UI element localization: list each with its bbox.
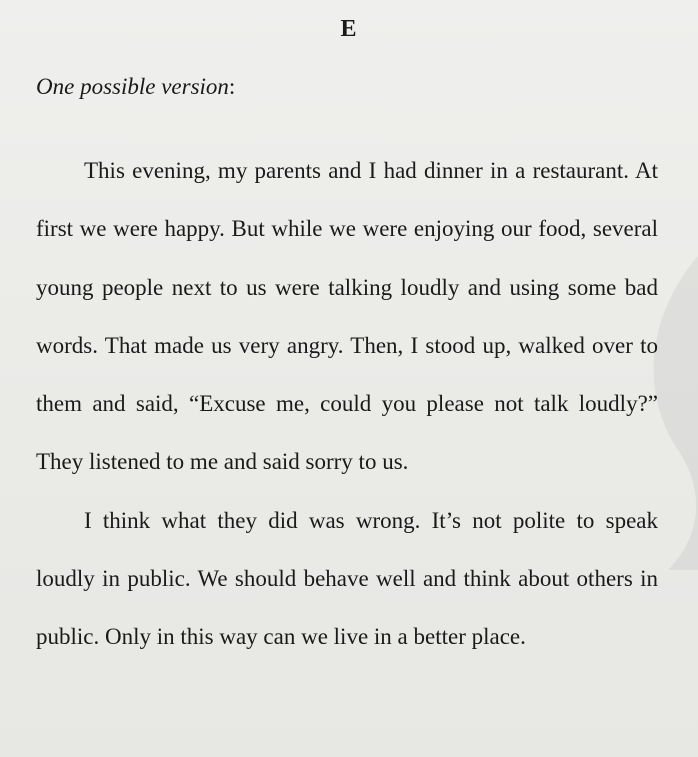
essay-body [36,142,658,667]
version-label [36,74,235,100]
version-label-colon: : [228,74,236,99]
essay-paragraph-2: I think what they did was wrong. It’s not polite to speak loudly in public. We should behave well and think about others in public. Only in this way can we live in a better place. [36,507,658,650]
version-label-text: One possible version [36,74,229,99]
section-letter: E [340,16,358,42]
essay-paragraph-1: This evening, my parents and I had dinner in a restaurant. At first we were happy. But while we were enjoying our food, several young people next to us were talking loudly and using some bad words. That made us very angry. Then, I stood up, walked over to them and said, “Excuse me, could you please not talk loudly?” They listened to me and said sorry to us. [36,158,658,475]
